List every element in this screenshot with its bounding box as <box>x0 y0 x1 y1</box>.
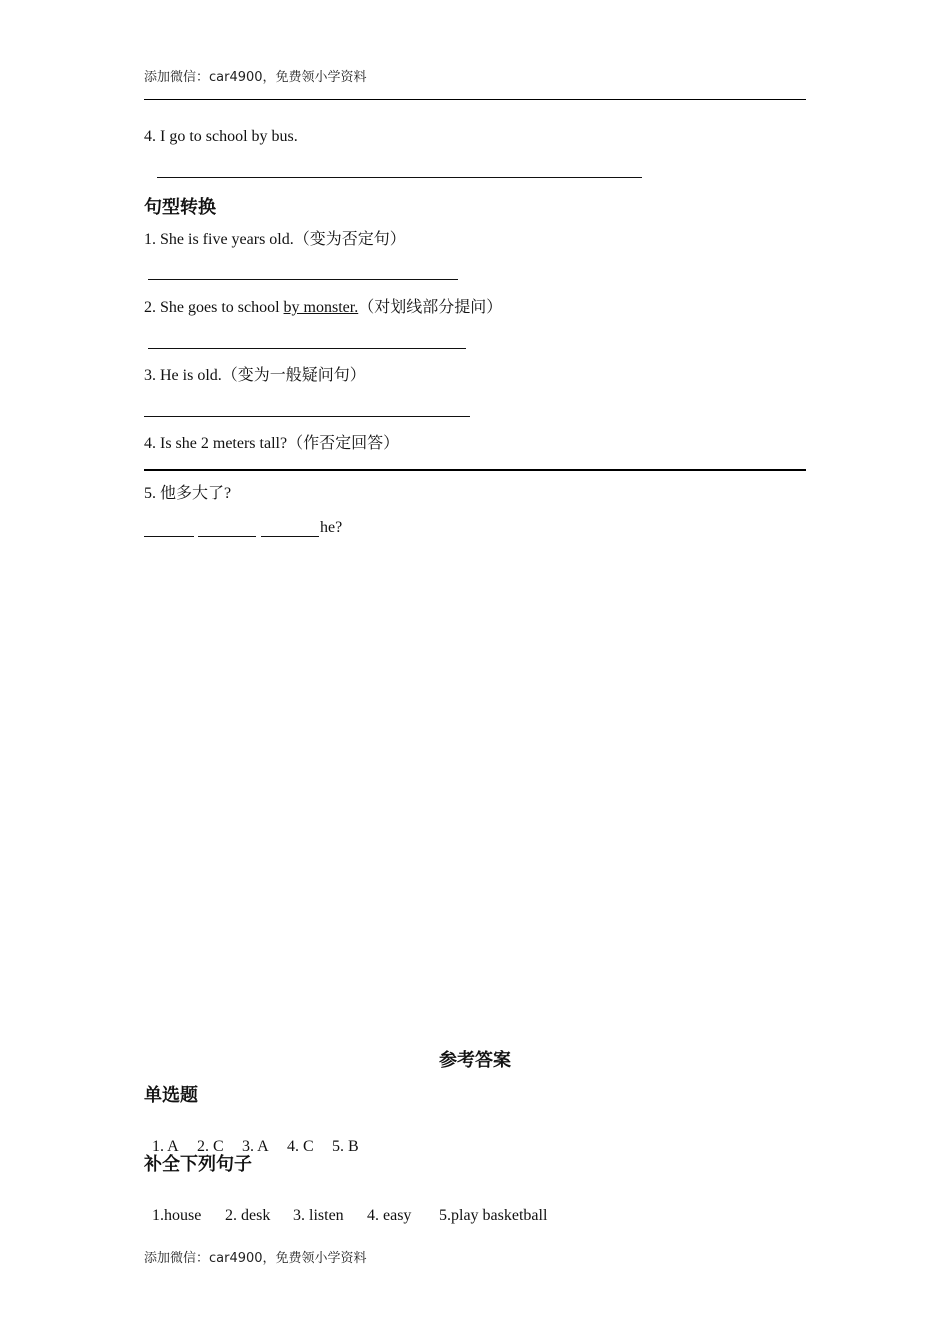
answer-item: 4. C <box>287 1138 314 1155</box>
answers-title: 参考答案 <box>439 1050 511 1071</box>
transform-q5-tail: he? <box>320 519 343 536</box>
answer-blank[interactable] <box>144 416 470 417</box>
answer-item: 1.house <box>152 1207 202 1224</box>
answer-blank[interactable] <box>148 279 458 280</box>
answer-item: 1. A <box>152 1138 179 1155</box>
answer-item: 5. B <box>332 1138 359 1155</box>
transform-q1: 1. She is five years old.（变为否定句） <box>144 231 406 248</box>
transform-q2: 2. She goes to school by monster.（对划线部分提问） <box>144 299 503 316</box>
answer-rule[interactable] <box>144 469 806 471</box>
answer-blank[interactable] <box>144 536 194 537</box>
page-header: 添加微信：car4900，免费领小学资料 <box>144 70 367 85</box>
transform-q4: 4. Is she 2 meters tall?（作否定回答） <box>144 435 400 452</box>
transform-q5: 5. 他多大了? <box>144 485 232 502</box>
answer-item: 4. easy <box>367 1207 412 1224</box>
section-title-single-choice: 单选题 <box>144 1085 198 1106</box>
answer-item: 3. listen <box>293 1207 344 1224</box>
section-title-complete-sentences: 补全下列句子 <box>144 1154 252 1175</box>
answer-blank[interactable] <box>148 348 466 349</box>
underlined-phrase: by monster. <box>283 299 359 316</box>
transform-q3: 3. He is old.（变为一般疑问句） <box>144 367 366 384</box>
page-footer: 添加微信：car4900，免费领小学资料 <box>144 1251 367 1266</box>
answer-blank[interactable] <box>157 177 642 178</box>
complete-sentences-answers <box>144 1186 547 1226</box>
section-title-transform: 句型转换 <box>144 197 216 218</box>
answer-item: 3. A <box>242 1138 269 1155</box>
answer-item: 5.play basketball <box>439 1207 548 1224</box>
answer-blank[interactable] <box>261 536 319 537</box>
question-prev-4: 4. I go to school by bus. <box>144 128 298 145</box>
answer-item: 2. C <box>197 1138 224 1155</box>
answer-blank[interactable] <box>198 536 256 537</box>
answer-item: 2. desk <box>225 1207 271 1224</box>
header-rule <box>144 99 806 100</box>
